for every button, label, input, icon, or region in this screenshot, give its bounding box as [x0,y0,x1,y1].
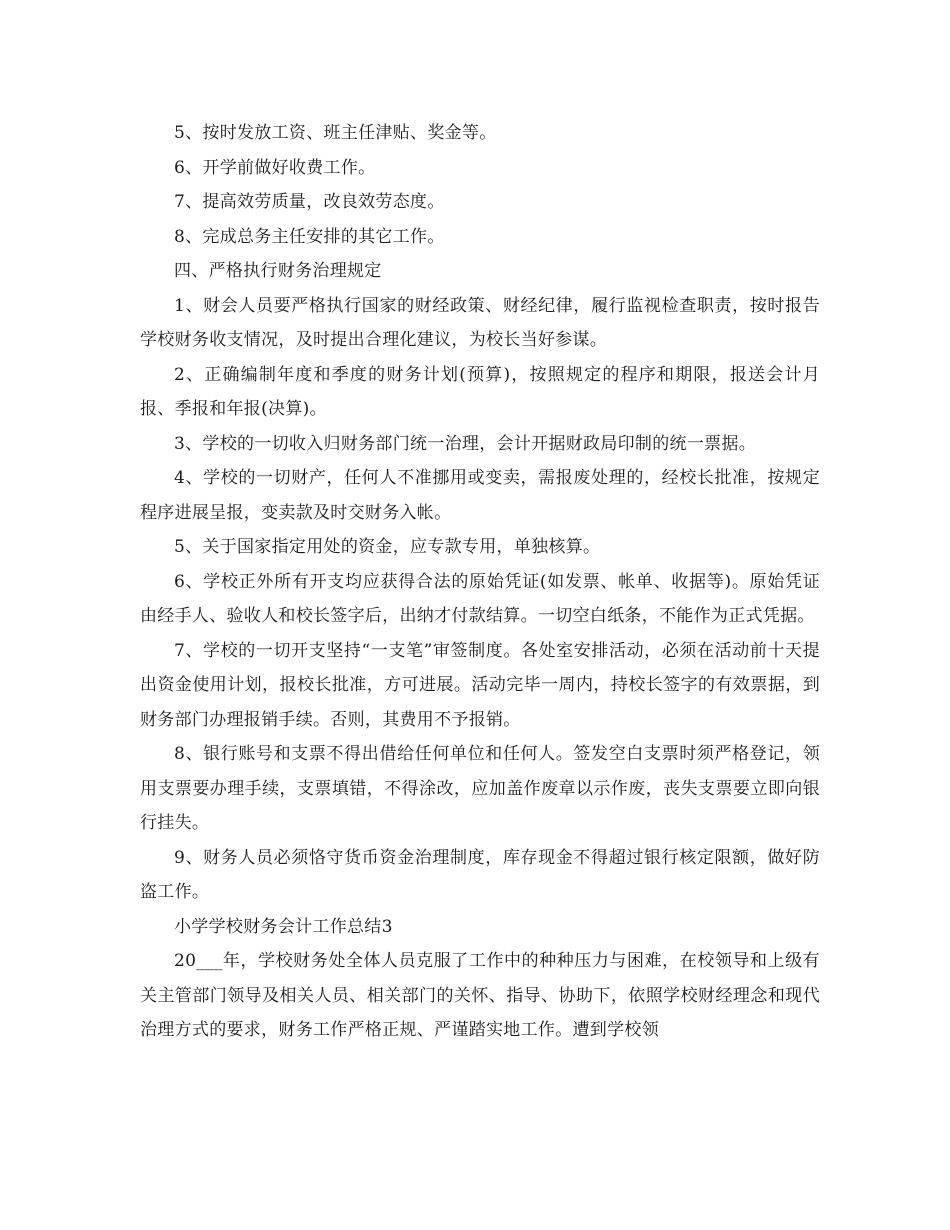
rule-6: 6、学校正外所有开支均应获得合法的原始凭证(如发票、帐单、收据等)。原始凭证由经手人、验收人和校长签字后，出纳才付款结算。一切空白纸条，不能作为正式凭据。 [140,571,820,626]
rule-1: 1、财会人员要严格执行国家的财经政策、财经纪律，履行监视检查职责，按时报告学校财务收支情况，及时提出合理化建议，为校长当好参谋。 [140,295,820,350]
rule-5: 5、关于国家指定用处的资金，应专款专用，单独核算。 [174,537,601,557]
section-title-summary-3: 小学学校财务会计工作总结3 [174,916,393,937]
rule-3: 3、学校的一切收入归财务部门统一治理，会计开据财政局印制的统一票据。 [174,433,757,454]
list-item-7-service: 7、提高效劳质量，改良效劳态度。 [174,192,445,212]
list-item-5-salary: 5、按时发放工资、班主任津贴、奖金等。 [174,123,497,143]
rule-9: 9、财务人员必须恪守货币资金治理制度，库存现金不得超过银行核定限额，做好防盗工作。 [140,847,820,902]
rule-8: 8、银行账号和支票不得出借给任何单位和任何人。签发空白支票时须严格登记，领用支票要办理手续，支票填错，不得涂改，应加盖作废章以示作废，丧失支票要立即向银行挂失。 [140,744,820,833]
section-heading-finance-rules: 四、严格执行财务治理规定 [174,261,382,281]
list-item-8-other-work: 8、完成总务主任安排的其它工作。 [174,226,445,247]
document-page [140,116,820,1048]
rule-2: 2、正确编制年度和季度的财务计划(预算)，按照规定的程序和期限，报送会计月报、季报和年报(决算)。 [140,364,820,419]
list-item-6-fees: 6、开学前做好收费工作。 [174,157,376,178]
rule-7: 7、学校的一切开支坚持“一支笔”审签制度。各处室安排活动，必须在活动前十天提出资金使用计划，报校长批准，方可进展。活动完毕一周内，持校长签字的有效票据，到财务部门办理报销手续。否则，其费用不予报销。 [140,640,820,730]
summary-intro-paragraph: 20___年，学校财务处全体人员克服了工作中的种种压力与困难，在校领导和上级有关主管部门领导及相关人员、相关部门的关怀、指导、协助下，依照学校财经理念和现代治理方式的要求，财务工作严格正规、严谨踏实地工作。遭到学校领 [140,951,820,1040]
rule-4: 4、学校的一切财产，任何人不准挪用或变卖，需报废处理的，经校长批准，按规定程序进展呈报，变卖款及时交财务入帐。 [140,468,820,523]
